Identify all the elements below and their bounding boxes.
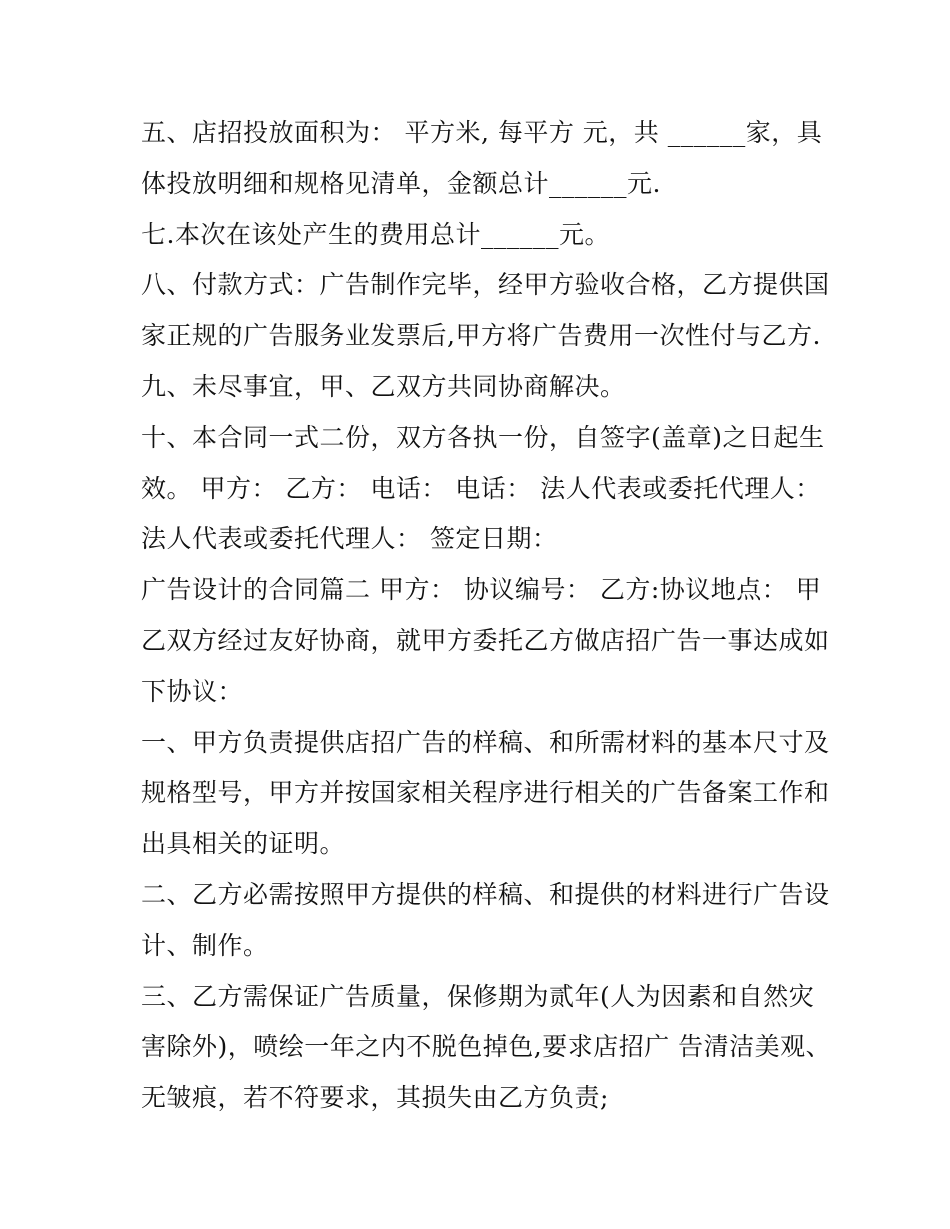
text-line-15: 出具相关的证明。 (141, 829, 346, 859)
text-line-13: 一、甲方负责提供店招广告的样稿、和所需材料的基本尺寸及 (141, 727, 830, 757)
text-line-18: 三、乙方需保证广告质量，保修期为贰年(人为因素和自然灾 (141, 981, 815, 1011)
text-line-11: 乙双方经过友好协商，就甲方委托乙方做店招广告一事达成如 (141, 625, 830, 655)
text-line-3: 七.本次在该处产生的费用总计______元。 (141, 219, 610, 249)
text-line-8: 效。 甲方： 乙方： 电话： 电话： 法人代表或委托代理人： (141, 473, 821, 503)
text-line-12: 下协议： (141, 676, 244, 706)
text-line-5: 家正规的广告服务业发票后,甲方将广告费用一次性付与乙方. (141, 321, 821, 351)
text-line-20: 无皱痕，若不符要求，其损失由乙方负责; (141, 1083, 609, 1113)
document-body (141, 108, 832, 1124)
text-line-19: 害除外)，喷绘一年之内不脱色掉色,要求店招广 告清洁美观、 (141, 1032, 832, 1062)
text-line-1: 五、店招投放面积为： 平方米, 每平方 元，共 ______家，具 (141, 118, 823, 147)
text-line-9: 法人代表或委托代理人： 签定日期： (141, 524, 558, 554)
text-line-7: 十、本合同一式二份，双方各执一份，自签字(盖章)之日起生 (141, 422, 825, 452)
text-line-6: 九、未尽事宜，甲、乙双方共同协商解决。 (141, 371, 626, 401)
text-line-16: 二、乙方必需按照甲方提供的样稿、和提供的材料进行广告设 (141, 879, 830, 909)
text-line-10: 广告设计的合同篇二 甲方： 协议编号： 乙方:协议地点： 甲 (141, 575, 822, 605)
text-line-17: 计、制作。 (141, 930, 269, 960)
text-line-4: 八、付款方式：广告制作完毕，经甲方验收合格，乙方提供国 (141, 270, 830, 300)
text-line-2: 体投放明细和规格见清单，金额总计______元. (141, 168, 661, 198)
text-line-14: 规格型号，甲方并按国家相关程序进行相关的广告备案工作和 (141, 778, 830, 808)
